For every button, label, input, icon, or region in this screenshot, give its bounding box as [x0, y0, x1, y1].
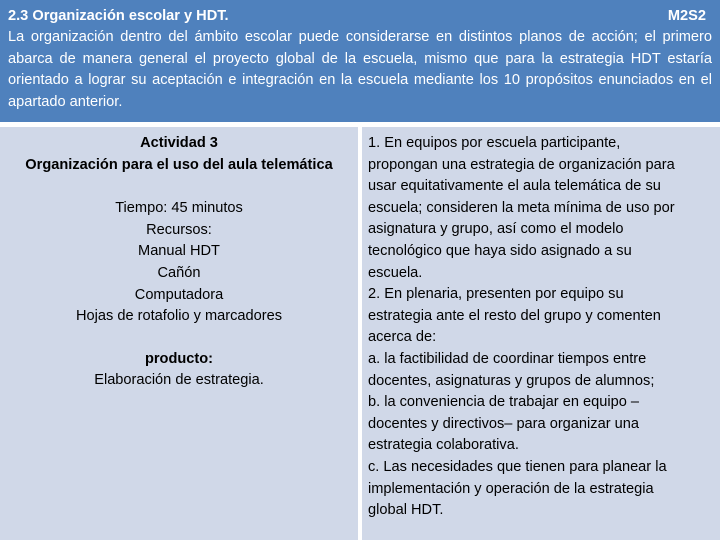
resource-item: Manual HDT: [138, 243, 220, 260]
instruction-line: propongan una estrategia de organización para: [368, 156, 675, 173]
instruction-line: docentes y directivos– para organizar una: [368, 415, 639, 432]
instruction-line: global HDT.: [368, 502, 444, 519]
module-code: M2S2: [667, 8, 706, 24]
instruction-line: c. Las necesidades que tienen para planear la: [368, 458, 667, 475]
instruction-line: asignatura y grupo, así como el modelo: [368, 221, 624, 238]
instruction-line: acerca de:: [368, 329, 437, 346]
instruction-line: usar equitativamente el aula telemática de su: [368, 178, 661, 195]
instruction-line: tecnológico que haya sido asignado a su: [368, 242, 632, 259]
instruction-line: escuela; consideren la meta mínima de uso por: [368, 199, 675, 216]
product-label: producto:: [144, 350, 214, 367]
header-paragraph: La organización dentro del ámbito escolar puede considerarse en distintos planos de acción; el primero abarca de manera general el proyecto global de la escuela, mismo que para la estrategia HDT estaría orientado a lograr su aceptación e integración en la escuela mediante los 10 propósitos enunciados en el apartado anterior.: [8, 29, 712, 110]
activity-subtitle: Organización para el uso del aula telemática: [25, 156, 333, 173]
resources-label: Recursos:: [146, 221, 212, 238]
instruction-line: estrategia colaborativa.: [368, 437, 519, 454]
instruction-line: implementación y operación de la estrategia: [368, 480, 654, 497]
activity-time: Tiempo: 45 minutos: [115, 200, 243, 217]
product-text: Elaboración de estrategia.: [94, 372, 264, 389]
header-title-row: [8, 6, 712, 27]
instruction-line: b. la conveniencia de trabajar en equipo –: [368, 394, 639, 411]
instruction-line: a. la factibilidad de coordinar tiempos entre: [368, 350, 647, 367]
instruction-line: docentes, asignaturas y grupos de alumnos;: [368, 372, 655, 389]
header-banner: [0, 0, 720, 122]
instruction-line: escuela.: [368, 264, 423, 281]
instruction-line: 1. En equipos por escuela participante,: [368, 135, 621, 151]
instruction-line: 2. En plenaria, presenten por equipo su: [368, 286, 624, 303]
activity-table: [0, 127, 720, 540]
resource-item: Computadora: [134, 286, 224, 303]
instructions-cell: [362, 127, 720, 540]
activity-info-cell: [0, 127, 358, 540]
instruction-line: estrategia ante el resto del grupo y comenten: [368, 307, 661, 324]
activity-name: Actividad 3: [140, 135, 218, 151]
resource-item: Hojas de rotafolio y marcadores: [75, 308, 283, 325]
section-title: 2.3 Organización escolar y HDT.: [8, 8, 229, 24]
resource-item: Cañón: [157, 264, 201, 281]
